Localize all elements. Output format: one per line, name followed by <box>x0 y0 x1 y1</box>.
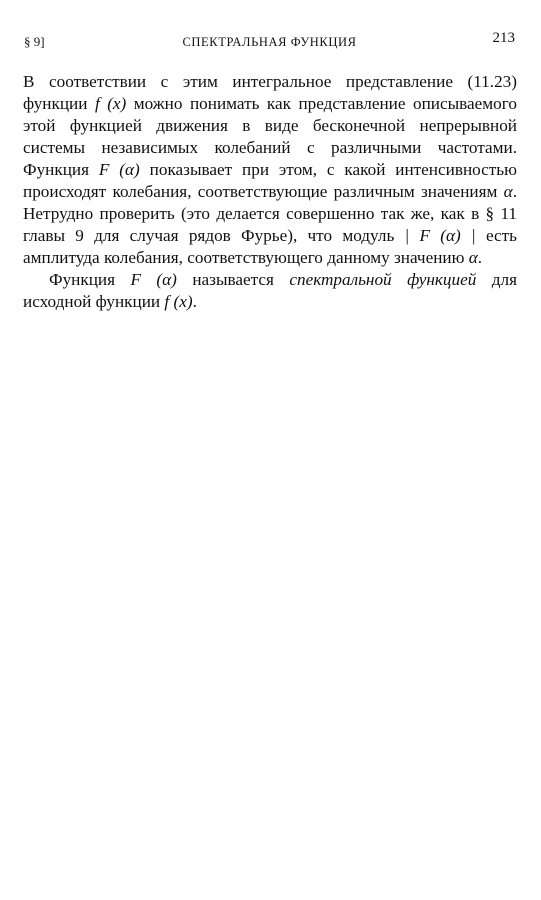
text-segment: . Нетрудно проверить (это делается совершенно так же, как в § 11 главы 9 для случая рядов Фурье), что модуль <box>23 182 517 245</box>
text-segment: . <box>477 248 483 267</box>
running-title: СПЕКТРАЛЬНАЯ ФУНКЦИЯ <box>182 35 357 49</box>
text-segment: для исходной функции <box>23 270 517 311</box>
body-text <box>23 71 517 313</box>
page-number: 213 <box>492 30 515 46</box>
text-segment: . <box>192 292 197 311</box>
math-modulus-F-alpha: | F (α) | <box>404 226 476 245</box>
section-marker: § 9] <box>24 34 45 49</box>
math-f-of-x: f (x) <box>94 94 127 113</box>
math-alpha: α <box>468 248 478 267</box>
math-F-of-alpha: F (α) <box>98 160 140 179</box>
text-segment: можно понимать как представление описываемого этой функцией движения в виде бесконечной непрерывной системы независимых колебаний с различными частотами. Функция <box>23 94 517 179</box>
text-segment: Функция <box>49 270 131 289</box>
running-head <box>24 30 515 52</box>
text-segment: показывает при этом, с какой интенсивностью происходят колебания, соответствующие различным значениям <box>23 160 517 201</box>
text-segment: называется <box>176 270 290 289</box>
paragraph-1 <box>23 71 517 269</box>
paragraph-2 <box>23 269 517 313</box>
math-alpha: α <box>503 182 513 201</box>
term-spectral-function: спектральной функцией <box>289 270 477 289</box>
text-segment: есть амплитуда колебания, соответствующего данному значению <box>23 226 518 267</box>
math-f-of-x: f (x) <box>164 292 193 311</box>
text-segment: В соответствии с этим интегральное представление (11.23) функции <box>23 72 517 113</box>
math-F-of-alpha: F (α) <box>130 270 177 289</box>
